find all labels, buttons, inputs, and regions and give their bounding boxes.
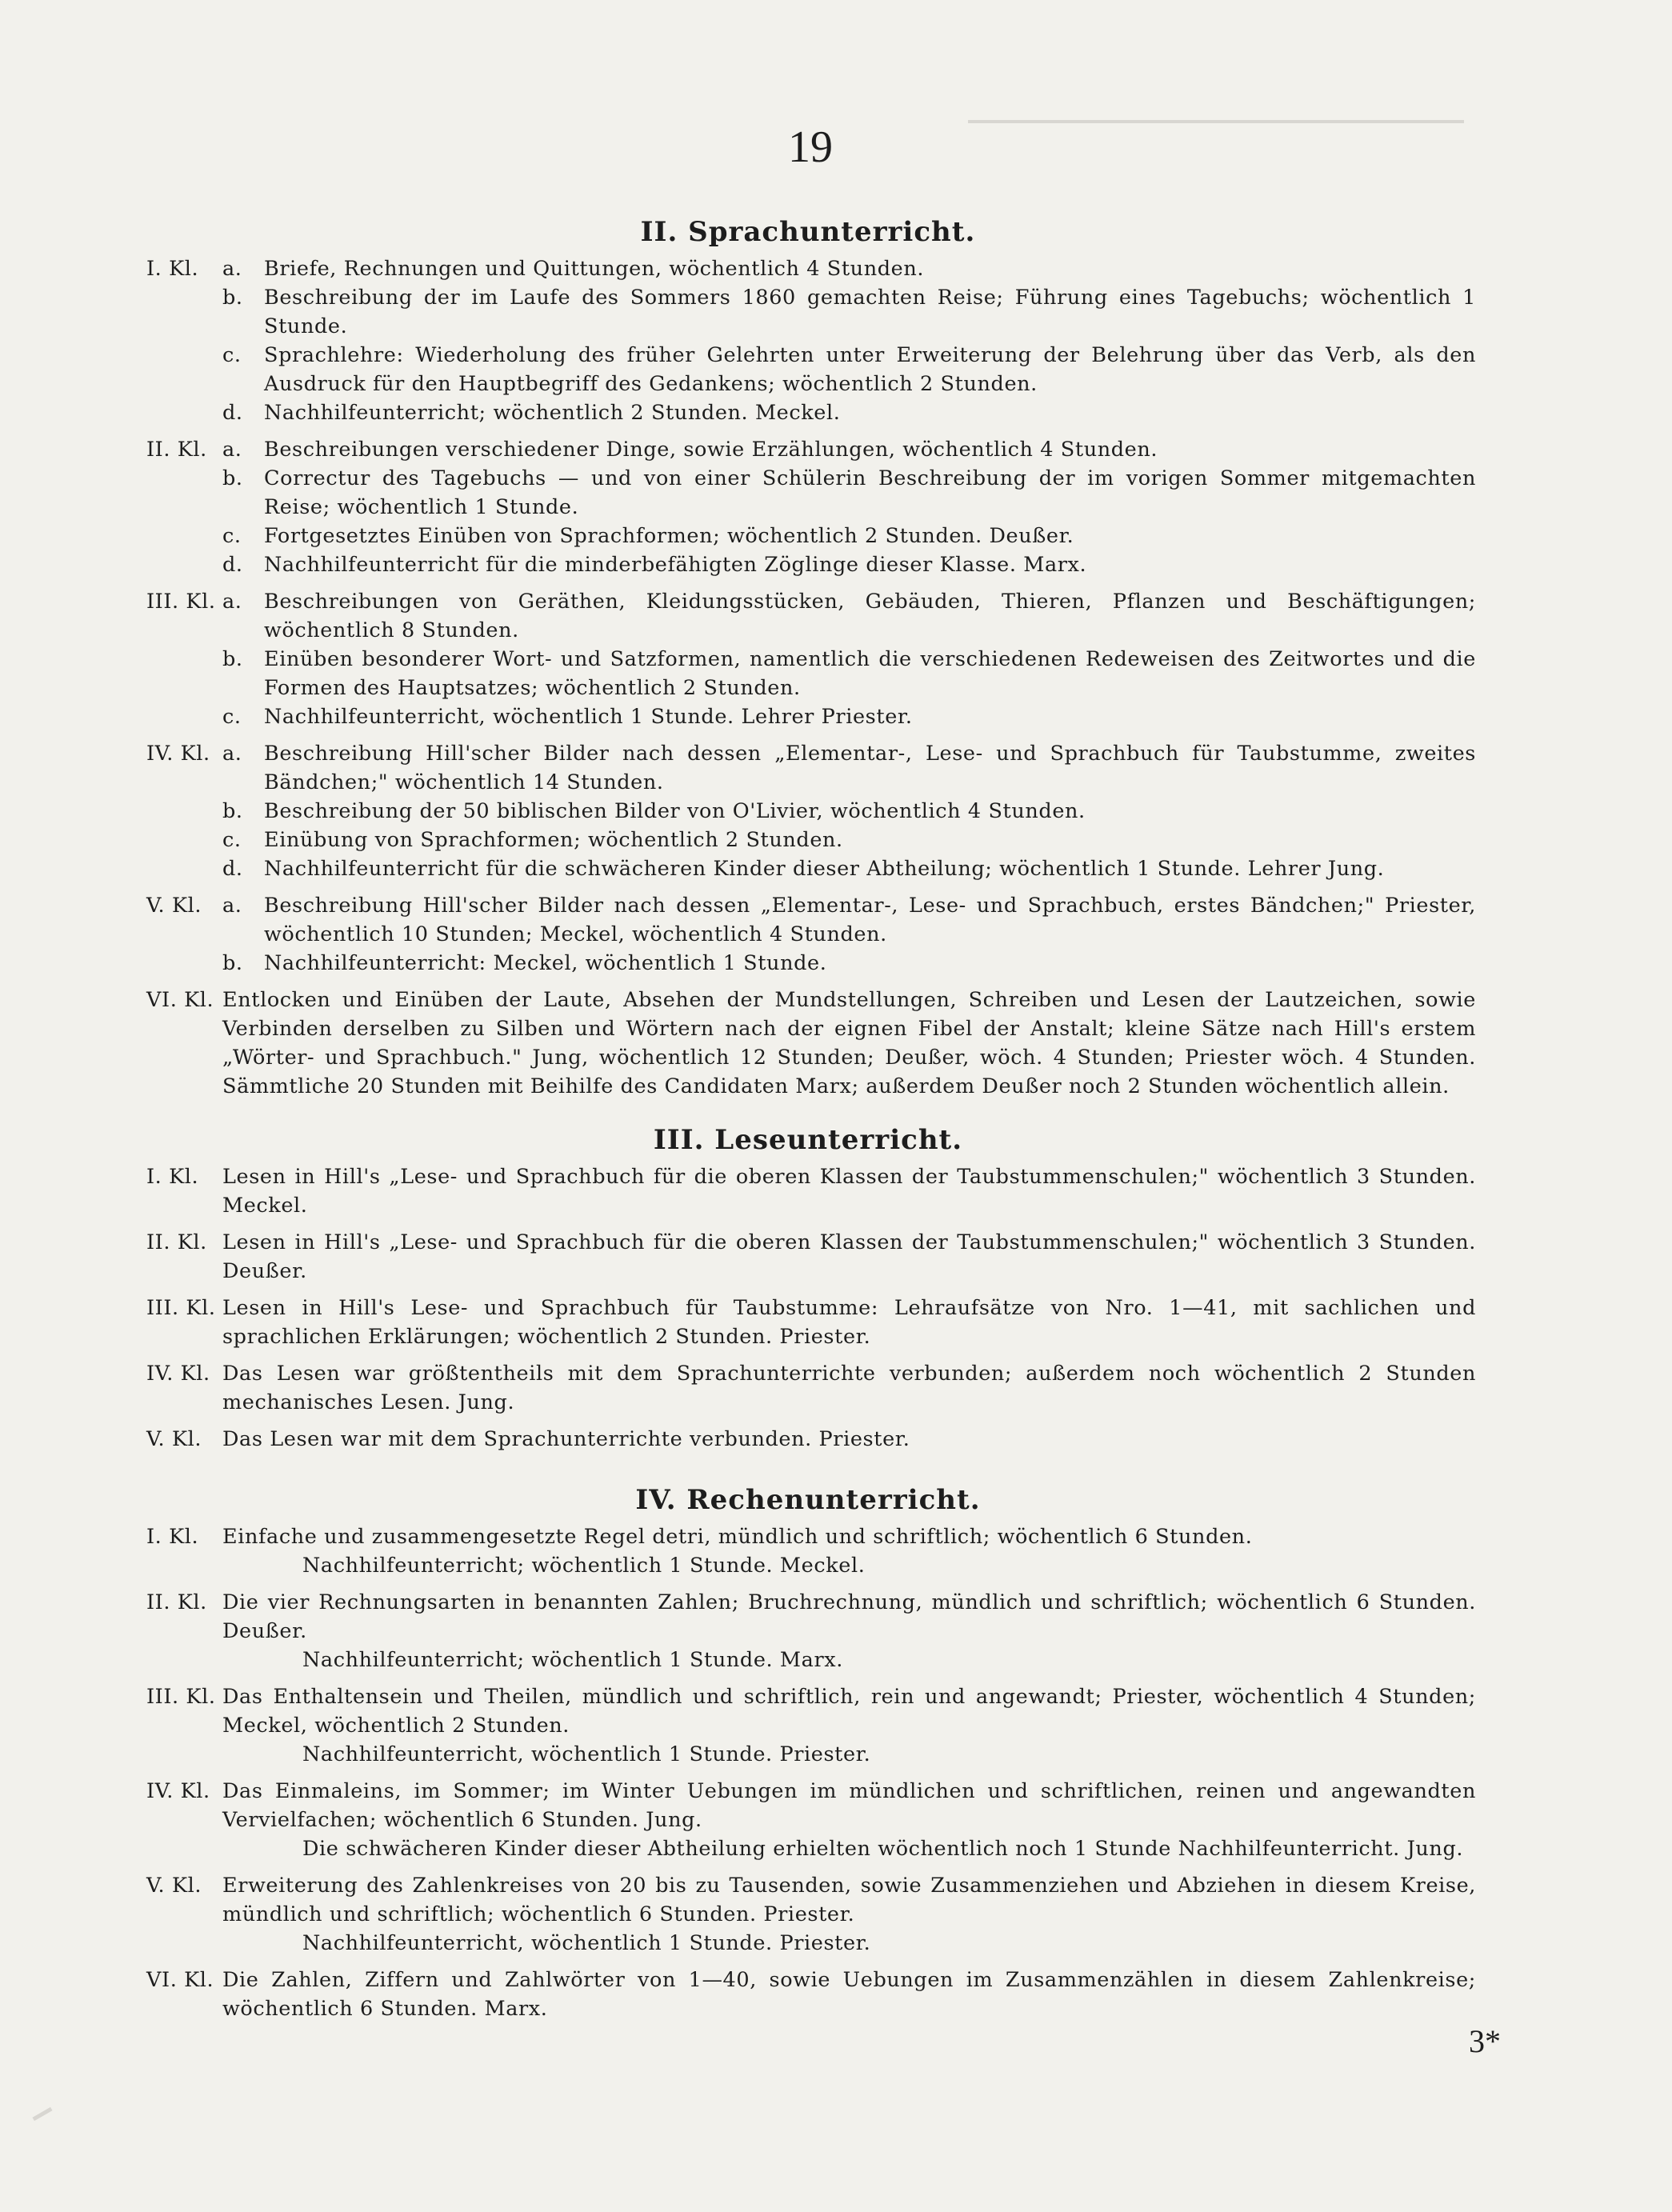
item-text: Correctur des Tagebuchs — und von einer Schülerin Beschreibung der im vorigen Sommer mitgemachten Reise; wöchentlich 1 Stunde.: [264, 466, 1476, 519]
class-entry: [140, 1966, 1476, 2023]
class-content: [222, 1871, 1476, 1958]
class-content: [222, 1777, 1476, 1863]
class-label: IV. Kl.: [146, 742, 210, 766]
class-content: [222, 587, 1476, 731]
class-content: [222, 986, 1476, 1101]
item-text: Beschreibung Hill'scher Bilder nach dessen „Elementar-, Lese- und Sprachbuch, erstes Bändchen;" Priester, wöchentlich 10 Stunden; Meckel, wöchentlich 4 Stunden.: [264, 894, 1476, 946]
class-item: [222, 341, 1476, 398]
class-label: II. Kl.: [146, 438, 207, 462]
class-label: II. Kl.: [146, 1230, 207, 1254]
class-content: [222, 891, 1476, 978]
class-label: III. Kl.: [146, 1685, 216, 1709]
class-label: V. Kl.: [146, 1874, 202, 1898]
class-extra-note: Die schwächeren Kinder dieser Abtheilung erhielten wöchentlich noch 1 Stunde Nachhilfeunterricht. Jung.: [302, 1837, 1464, 1861]
class-entry: [140, 1228, 1476, 1286]
class-entry: [140, 1777, 1476, 1863]
section-body: [140, 1522, 1476, 2023]
class-entry: [140, 1871, 1476, 1958]
class-entry: [140, 1294, 1476, 1351]
item-text: Beschreibung der im Laufe des Sommers 1860 gemachten Reise; Führung eines Tagebuchs; wöchentlich 1 Stunde.: [264, 286, 1476, 338]
page-number: 19: [788, 122, 833, 172]
item-text: Einüben besonderer Wort- und Satzformen, namentlich die verschiedenen Redeweisen des Zeitwortes und die Formen des Hauptsatzes; wöchentlich 2 Stunden.: [264, 647, 1476, 700]
bleed-through-mark: [968, 120, 1464, 123]
section-heading: III. Leseunterricht.: [653, 1124, 963, 1156]
item-text: Beschreibung Hill'scher Bilder nach dessen „Elementar-, Lese- und Sprachbuch für Taubstumme, zweites Bändchen;" wöchentlich 14 Stunden.: [264, 742, 1476, 794]
item-label: d.: [222, 857, 243, 881]
item-text: Briefe, Rechnungen und Quittungen, wöchentlich 4 Stunden.: [264, 257, 925, 281]
item-text: Beschreibungen verschiedener Dinge, sowie Erzählungen, wöchentlich 4 Stunden.: [264, 438, 1158, 462]
class-entry: [140, 254, 1476, 427]
class-item: [222, 826, 1476, 854]
item-text: Nachhilfeunterricht: Meckel, wöchentlich 1 Stunde.: [264, 951, 827, 975]
item-label: c.: [222, 705, 242, 729]
class-text: Das Einmaleins, im Sommer; im Winter Uebungen im mündlichen und schriftlichen, reinen und angewandten Vervielfachen; wöchentlich 6 Stunden. Jung.: [222, 1779, 1476, 1832]
class-item: [222, 702, 1476, 731]
class-label: IV. Kl.: [146, 1362, 210, 1386]
item-label: b.: [222, 286, 243, 310]
class-entry: [140, 587, 1476, 731]
class-entry: [140, 1162, 1476, 1220]
class-item: [222, 854, 1476, 883]
item-label: c.: [222, 828, 242, 852]
class-content: [222, 1588, 1476, 1674]
section-heading: II. Sprachunterricht.: [640, 216, 976, 248]
class-item: [222, 797, 1476, 826]
item-text: Beschreibungen von Geräthen, Kleidungsstücken, Gebäuden, Thieren, Pflanzen und Beschäftigungen; wöchentlich 8 Stunden.: [264, 590, 1476, 642]
class-label: III. Kl.: [146, 1296, 216, 1320]
class-content: [222, 1682, 1476, 1769]
class-label: I. Kl.: [146, 257, 199, 281]
section-sprachunterricht: [140, 216, 1476, 1109]
class-text: Die vier Rechnungsarten in benannten Zahlen; Bruchrechnung, mündlich und schriftlich; wöchentlich 6 Stunden. Deußer.: [222, 1590, 1476, 1643]
item-label: a.: [222, 590, 242, 614]
class-label: IV. Kl.: [146, 1779, 210, 1803]
class-label: VI. Kl.: [146, 988, 214, 1012]
section-body: [140, 254, 1476, 1101]
item-label: c.: [222, 524, 242, 548]
class-item: [222, 398, 1476, 427]
scan-speck: [32, 2107, 52, 2121]
item-label: b.: [222, 951, 243, 975]
class-extra-note: Nachhilfeunterricht, wöchentlich 1 Stunde. Priester.: [302, 1931, 871, 1955]
section-leseunterricht: [140, 1124, 1476, 1462]
class-item: [222, 254, 1476, 283]
class-item: [222, 435, 1476, 464]
class-entry: [140, 1425, 1476, 1454]
class-label: V. Kl.: [146, 1427, 202, 1451]
class-content: [222, 435, 1476, 579]
class-text: Die Zahlen, Ziffern und Zahlwörter von 1—40, sowie Uebungen im Zusammenzählen in diesem Zahlenkreise; wöchentlich 6 Stunden. Marx.: [222, 1968, 1476, 2021]
class-text: Entlocken und Einüben der Laute, Absehen der Mundstellungen, Schreiben und Lesen der Lautzeichen, sowie Verbinden derselben zu Silben und Wörtern nach der eignen Fibel der Anstalt; kleine Sätze nach Hill's erstem „Wörter- und Sprachbuch." Jung, wöchentlich 12 Stunden; Deußer, wöch. 4 Stunden; Priester wöch. 4 Stunden. Sämmtliche 20 Stunden mit Beihilfe des Candidaten Marx; außerdem Deußer noch 2 Stunden wöchentlich allein.: [222, 988, 1476, 1098]
class-text: Das Lesen war größtentheils mit dem Sprachunterrichte verbunden; außerdem noch wöchentlich 2 Stunden mechanisches Lesen. Jung.: [222, 1362, 1476, 1414]
section-heading: IV. Rechenunterricht.: [635, 1484, 981, 1516]
item-text: Nachhilfeunterricht für die minderbefähigten Zöglinge dieser Klasse. Marx.: [264, 553, 1087, 577]
class-item: [222, 891, 1476, 949]
item-text: Nachhilfeunterricht; wöchentlich 2 Stunden. Meckel.: [264, 401, 841, 425]
item-text: Nachhilfeunterricht, wöchentlich 1 Stunde. Lehrer Priester.: [264, 705, 913, 729]
class-extra-note: Nachhilfeunterricht; wöchentlich 1 Stunde. Meckel.: [302, 1554, 866, 1578]
item-label: d.: [222, 553, 243, 577]
class-entry: [140, 1359, 1476, 1417]
class-label: III. Kl.: [146, 590, 216, 614]
class-extra-note: Nachhilfeunterricht; wöchentlich 1 Stunde. Marx.: [302, 1648, 843, 1672]
class-text: Das Lesen war mit dem Sprachunterrichte verbunden. Priester.: [222, 1427, 910, 1451]
class-content: [222, 1228, 1476, 1286]
class-content: [222, 739, 1476, 883]
class-label: VI. Kl.: [146, 1968, 214, 1992]
class-content: [222, 1966, 1476, 2023]
item-text: Nachhilfeunterricht für die schwächeren Kinder dieser Abtheilung; wöchentlich 1 Stunde. Lehrer Jung.: [264, 857, 1385, 881]
signature-mark: 3*: [1469, 2023, 1501, 2059]
class-content: [222, 1294, 1476, 1351]
class-content: [222, 1425, 1476, 1454]
item-label: b.: [222, 466, 243, 490]
item-label: b.: [222, 799, 243, 823]
item-label: a.: [222, 894, 242, 918]
item-text: Beschreibung der 50 biblischen Bilder von O'Livier, wöchentlich 4 Stunden.: [264, 799, 1086, 823]
class-entry: [140, 435, 1476, 579]
section-body: [140, 1162, 1476, 1454]
class-item: [222, 739, 1476, 797]
class-content: [222, 254, 1476, 427]
item-label: a.: [222, 257, 242, 281]
class-entry: [140, 891, 1476, 978]
item-label: b.: [222, 647, 243, 671]
class-text: Einfache und zusammengesetzte Regel detri, mündlich und schriftlich; wöchentlich 6 Stunden.: [222, 1525, 1253, 1549]
item-text: Sprachlehre: Wiederholung des früher Gelehrten unter Erweiterung der Belehrung über das Verb, als den Ausdruck für den Hauptbegriff des Gedankens; wöchentlich 2 Stunden.: [264, 343, 1476, 396]
class-item: [222, 645, 1476, 702]
class-text: Lesen in Hill's „Lese- und Sprachbuch für die oberen Klassen der Taubstummenschulen;" wöchentlich 3 Stunden. Meckel.: [222, 1165, 1476, 1218]
class-item: [222, 464, 1476, 522]
class-text: Lesen in Hill's Lese- und Sprachbuch für Taubstumme: Lehraufsätze von Nro. 1—41, mit sachlichen und sprachlichen Erklärungen; wöchentlich 2 Stunden. Priester.: [222, 1296, 1476, 1349]
item-label: a.: [222, 742, 242, 766]
class-item: [222, 550, 1476, 579]
class-entry: [140, 739, 1476, 883]
class-label: I. Kl.: [146, 1165, 199, 1189]
class-item: [222, 949, 1476, 978]
class-content: [222, 1522, 1476, 1580]
class-entry: [140, 1682, 1476, 1769]
class-item: [222, 283, 1476, 341]
item-label: a.: [222, 438, 242, 462]
class-text: Das Enthaltensein und Theilen, mündlich und schriftlich, rein und angewandt; Priester, wöchentlich 4 Stunden; Meckel, wöchentlich 2 Stunden.: [222, 1685, 1476, 1738]
class-label: V. Kl.: [146, 894, 202, 918]
item-text: Fortgesetztes Einüben von Sprachformen; wöchentlich 2 Stunden. Deußer.: [264, 524, 1074, 548]
class-label: II. Kl.: [146, 1590, 207, 1614]
section-rechenunterricht: [140, 1484, 1476, 2031]
class-text: Lesen in Hill's „Lese- und Sprachbuch für die oberen Klassen der Taubstummenschulen;" wöchentlich 3 Stunden. Deußer.: [222, 1230, 1476, 1283]
item-text: Einübung von Sprachformen; wöchentlich 2 Stunden.: [264, 828, 843, 852]
class-content: [222, 1359, 1476, 1417]
item-label: c.: [222, 343, 242, 367]
class-entry: [140, 1522, 1476, 1580]
class-label: I. Kl.: [146, 1525, 199, 1549]
class-extra-note: Nachhilfeunterricht, wöchentlich 1 Stunde. Priester.: [302, 1742, 871, 1766]
class-item: [222, 587, 1476, 645]
class-text: Erweiterung des Zahlenkreises von 20 bis zu Tausenden, sowie Zusammenziehen und Abziehen in diesem Kreise, mündlich und schriftlich; wöchentlich 6 Stunden. Priester.: [222, 1874, 1476, 1926]
class-entry: [140, 986, 1476, 1101]
item-label: d.: [222, 401, 243, 425]
class-item: [222, 522, 1476, 550]
class-content: [222, 1162, 1476, 1220]
class-entry: [140, 1588, 1476, 1674]
